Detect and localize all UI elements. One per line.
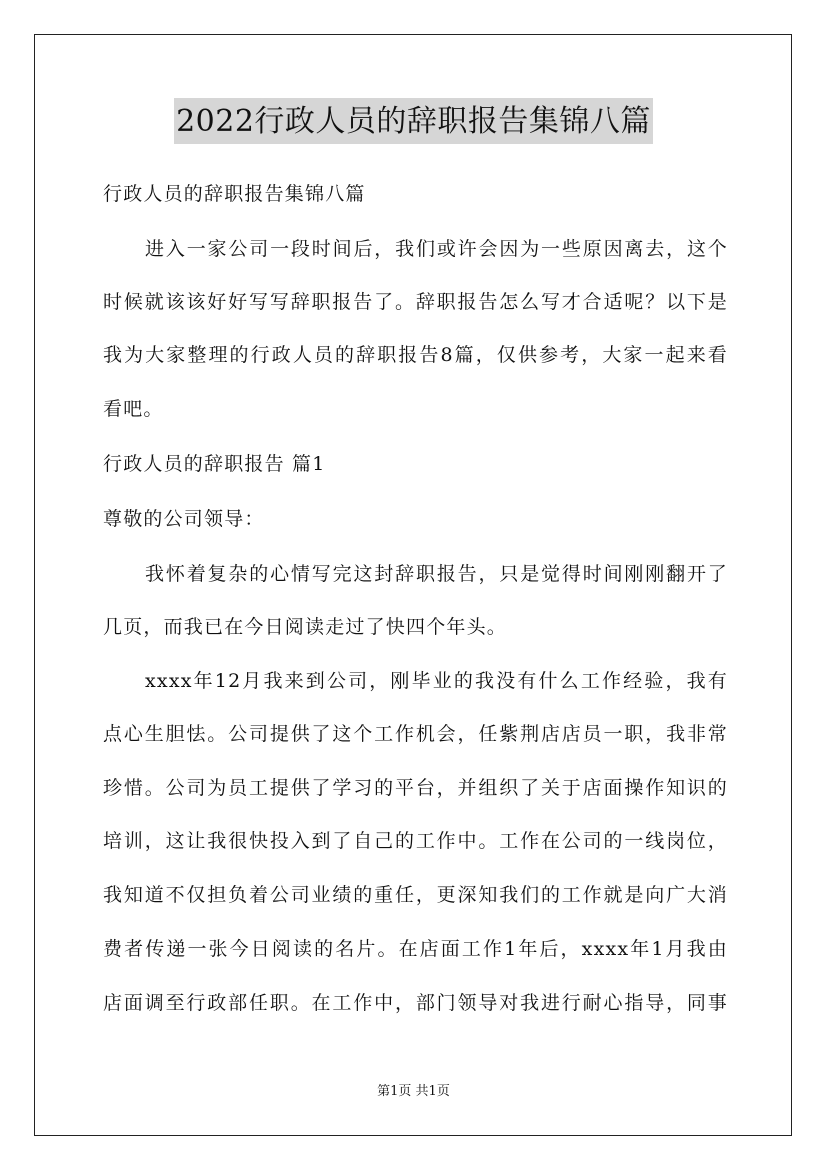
- page-title: 2022行政人员的辞职报告集锦八篇: [174, 98, 653, 144]
- text-line: 点心生胆怯。公司提供了这个工作机会，任紫荆店店员一职，我非常: [103, 723, 728, 745]
- subtitle-line: 行政人员的辞职报告集锦八篇: [103, 183, 366, 205]
- section-heading: 行政人员的辞职报告 篇1: [103, 453, 326, 475]
- text-line: 我怀着复杂的心情写完这封辞职报告，只是觉得时间刚刚翻开了: [145, 563, 728, 585]
- text-line: 我知道不仅担负着公司业绩的重任，更深知我们的工作就是向广大消: [103, 884, 728, 906]
- text-line: 店面调至行政部任职。在工作中，部门领导对我进行耐心指导，同事: [103, 992, 728, 1014]
- page-footer: 第1页 共1页: [377, 1084, 450, 1099]
- text-line: xxxx年12月我来到公司，刚毕业的我没有什么工作经验，我有: [145, 670, 728, 692]
- text-line: 几页，而我已在今日阅读走过了快四个年头。: [103, 616, 508, 638]
- salutation: 尊敬的公司领导：: [103, 508, 265, 530]
- text-line: 珍惜。公司为员工提供了学习的平台，并组织了关于店面操作知识的: [103, 777, 728, 799]
- text-line: 进入一家公司一段时间后，我们或许会因为一些原因离去，这个: [145, 238, 728, 260]
- text-line: 时候就该该好好写写辞职报告了。辞职报告怎么写才合适呢？以下是: [103, 291, 728, 313]
- text-line: 我为大家整理的行政人员的辞职报告8篇，仅供参考，大家一起来看: [103, 344, 728, 366]
- text-line: 培训，这让我很快投入到了自己的工作中。工作在公司的一线岗位，: [103, 830, 728, 852]
- title-container: [0, 98, 827, 144]
- text-line: 费者传递一张今日阅读的名片。在店面工作1年后，xxxx年1月我由: [103, 938, 728, 960]
- text-line: 看吧。: [103, 398, 164, 420]
